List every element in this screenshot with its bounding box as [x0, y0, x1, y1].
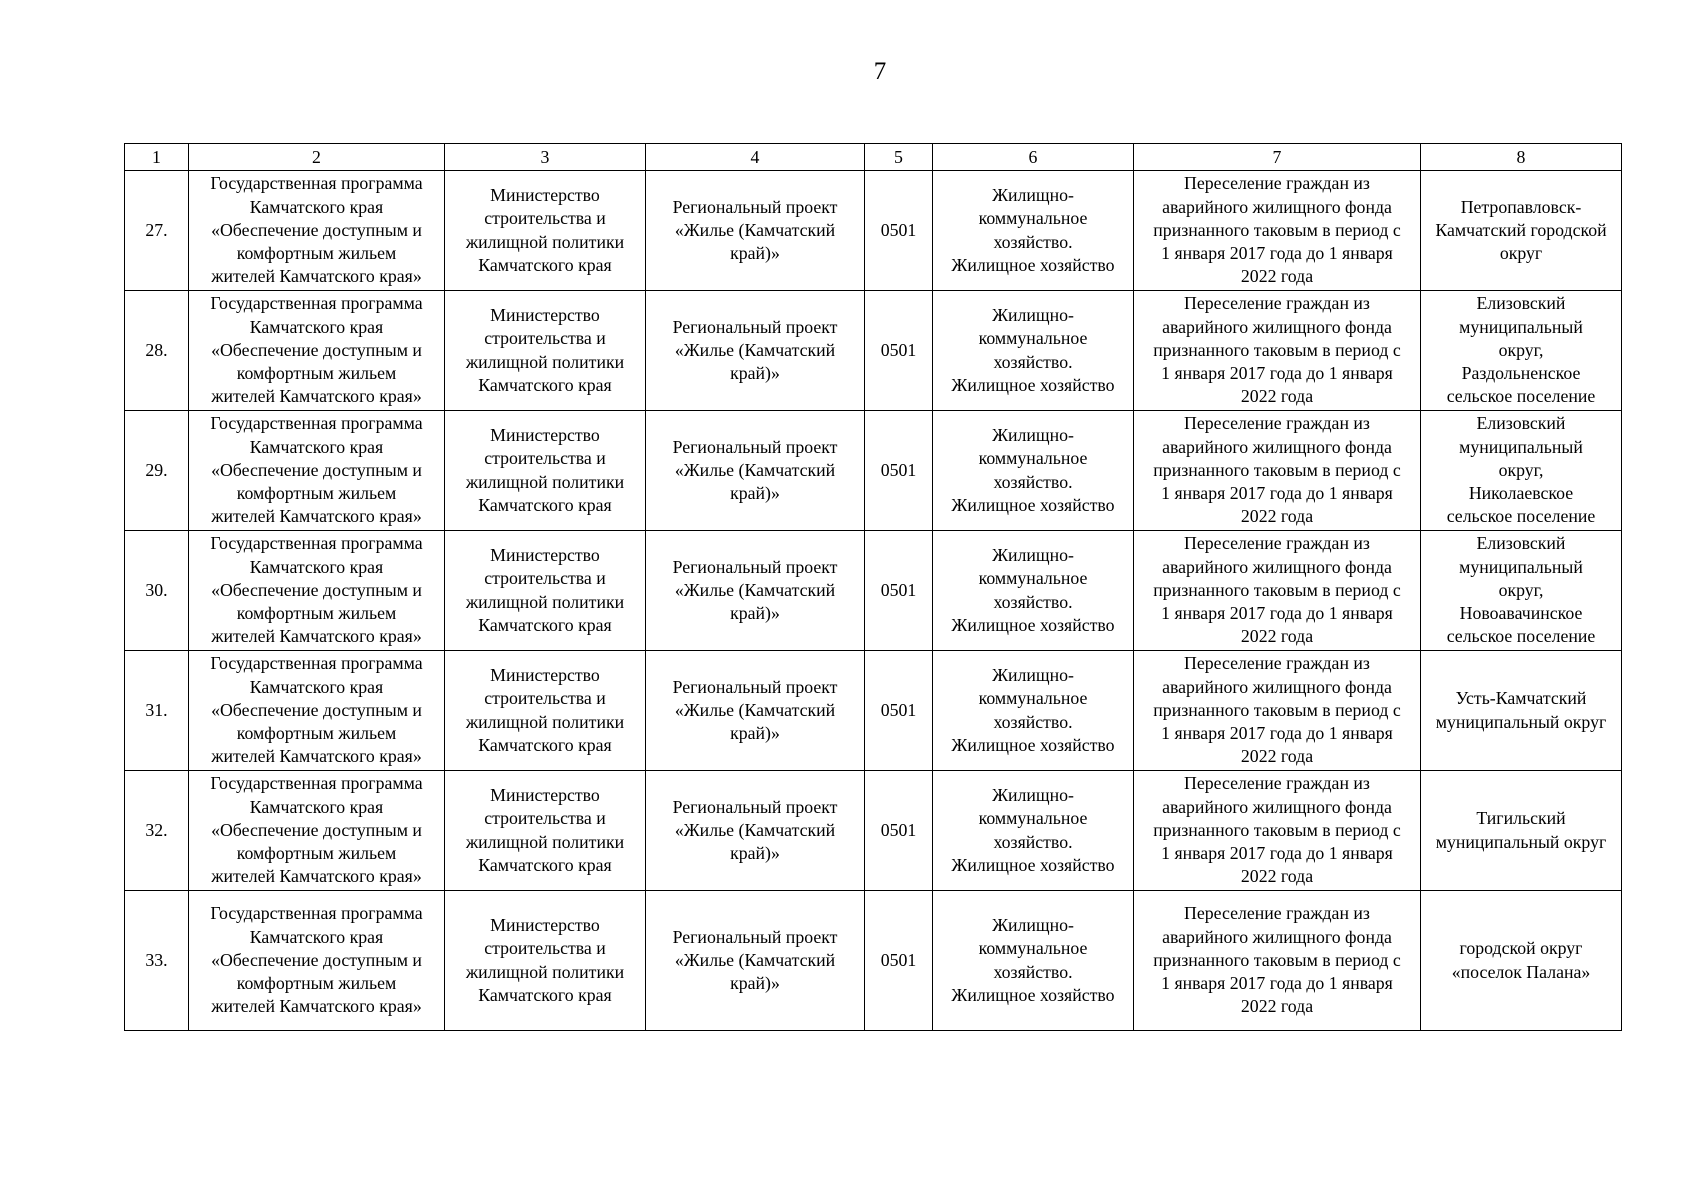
project-cell: Региональный проект «Жилье (Камчатский край)»	[646, 531, 865, 651]
header-cell: 4	[646, 144, 865, 171]
code-cell: 0501	[865, 171, 933, 291]
project-cell: Региональный проект «Жилье (Камчатский край)»	[646, 291, 865, 411]
row-number: 27.	[125, 171, 189, 291]
ministry-cell: Министерство строительства и жилищной политики Камчатского края	[445, 291, 646, 411]
row-number: 31.	[125, 651, 189, 771]
budget-table	[124, 143, 1622, 1031]
code-cell: 0501	[865, 411, 933, 531]
program-cell: Государственная программа Камчатского края «Обеспечение доступным и комфортным жильем жителей Камчатского края»	[189, 411, 445, 531]
header-cell: 7	[1134, 144, 1421, 171]
territory-cell: Елизовский муниципальный округ, Раздольненское сельское поселение	[1421, 291, 1622, 411]
purpose-cell: Переселение граждан из аварийного жилищного фонда признанного таковым в период с 1 января 2017 года до 1 января 2022 года	[1134, 531, 1421, 651]
table-row	[125, 531, 1622, 651]
sector-cell: Жилищно- коммунальное хозяйство. Жилищное хозяйство	[933, 651, 1134, 771]
ministry-cell: Министерство строительства и жилищной политики Камчатского края	[445, 411, 646, 531]
territory-cell: Тигильский муниципальный округ	[1421, 771, 1622, 891]
sector-cell: Жилищно- коммунальное хозяйство. Жилищное хозяйство	[933, 531, 1134, 651]
sector-cell: Жилищно- коммунальное хозяйство. Жилищное хозяйство	[933, 411, 1134, 531]
code-cell: 0501	[865, 651, 933, 771]
row-number: 29.	[125, 411, 189, 531]
purpose-cell: Переселение граждан из аварийного жилищного фонда признанного таковым в период с 1 января 2017 года до 1 января 2022 года	[1134, 291, 1421, 411]
ministry-cell: Министерство строительства и жилищной политики Камчатского края	[445, 531, 646, 651]
header-cell: 2	[189, 144, 445, 171]
project-cell: Региональный проект «Жилье (Камчатский край)»	[646, 891, 865, 1031]
program-cell: Государственная программа Камчатского края «Обеспечение доступным и комфортным жильем жителей Камчатского края»	[189, 291, 445, 411]
header-cell: 1	[125, 144, 189, 171]
sector-cell: Жилищно- коммунальное хозяйство. Жилищное хозяйство	[933, 171, 1134, 291]
table-row	[125, 171, 1622, 291]
header-cell: 6	[933, 144, 1134, 171]
table-row	[125, 891, 1622, 1031]
ministry-cell: Министерство строительства и жилищной политики Камчатского края	[445, 891, 646, 1031]
ministry-cell: Министерство строительства и жилищной политики Камчатского края	[445, 651, 646, 771]
program-cell: Государственная программа Камчатского края «Обеспечение доступным и комфортным жильем жителей Камчатского края»	[189, 891, 445, 1031]
program-cell: Государственная программа Камчатского края «Обеспечение доступным и комфортным жильем жителей Камчатского края»	[189, 771, 445, 891]
territory-cell: Петропавловск- Камчатский городской округ	[1421, 171, 1622, 291]
code-cell: 0501	[865, 771, 933, 891]
page-number: 7	[873, 58, 887, 85]
table-row	[125, 651, 1622, 771]
header-cell: 8	[1421, 144, 1622, 171]
purpose-cell: Переселение граждан из аварийного жилищного фонда признанного таковым в период с 1 января 2017 года до 1 января 2022 года	[1134, 771, 1421, 891]
code-cell: 0501	[865, 531, 933, 651]
territory-cell: Елизовский муниципальный округ, Новоавачинское сельское поселение	[1421, 531, 1622, 651]
table-header-row	[125, 144, 1622, 171]
ministry-cell: Министерство строительства и жилищной политики Камчатского края	[445, 171, 646, 291]
row-number: 33.	[125, 891, 189, 1031]
project-cell: Региональный проект «Жилье (Камчатский край)»	[646, 171, 865, 291]
purpose-cell: Переселение граждан из аварийного жилищного фонда признанного таковым в период с 1 января 2017 года до 1 января 2022 года	[1134, 651, 1421, 771]
territory-cell: городской округ «поселок Палана»	[1421, 891, 1622, 1031]
program-cell: Государственная программа Камчатского края «Обеспечение доступным и комфортным жильем жителей Камчатского края»	[189, 171, 445, 291]
code-cell: 0501	[865, 891, 933, 1031]
sector-cell: Жилищно- коммунальное хозяйство. Жилищное хозяйство	[933, 771, 1134, 891]
table-row	[125, 291, 1622, 411]
row-number: 32.	[125, 771, 189, 891]
table-row	[125, 411, 1622, 531]
territory-cell: Елизовский муниципальный округ, Николаевское сельское поселение	[1421, 411, 1622, 531]
purpose-cell: Переселение граждан из аварийного жилищного фонда признанного таковым в период с 1 января 2017 года до 1 января 2022 года	[1134, 171, 1421, 291]
header-cell: 5	[865, 144, 933, 171]
ministry-cell: Министерство строительства и жилищной политики Камчатского края	[445, 771, 646, 891]
code-cell: 0501	[865, 291, 933, 411]
program-cell: Государственная программа Камчатского края «Обеспечение доступным и комфортным жильем жителей Камчатского края»	[189, 531, 445, 651]
territory-cell: Усть-Камчатский муниципальный округ	[1421, 651, 1622, 771]
header-cell: 3	[445, 144, 646, 171]
row-number: 30.	[125, 531, 189, 651]
purpose-cell: Переселение граждан из аварийного жилищного фонда признанного таковым в период с 1 января 2017 года до 1 января 2022 года	[1134, 411, 1421, 531]
program-cell: Государственная программа Камчатского края «Обеспечение доступным и комфортным жильем жителей Камчатского края»	[189, 651, 445, 771]
table-row	[125, 771, 1622, 891]
row-number: 28.	[125, 291, 189, 411]
purpose-cell: Переселение граждан из аварийного жилищного фонда признанного таковым в период с 1 января 2017 года до 1 января 2022 года	[1134, 891, 1421, 1031]
project-cell: Региональный проект «Жилье (Камчатский край)»	[646, 411, 865, 531]
project-cell: Региональный проект «Жилье (Камчатский край)»	[646, 651, 865, 771]
sector-cell: Жилищно- коммунальное хозяйство. Жилищное хозяйство	[933, 891, 1134, 1031]
sector-cell: Жилищно- коммунальное хозяйство. Жилищное хозяйство	[933, 291, 1134, 411]
project-cell: Региональный проект «Жилье (Камчатский край)»	[646, 771, 865, 891]
